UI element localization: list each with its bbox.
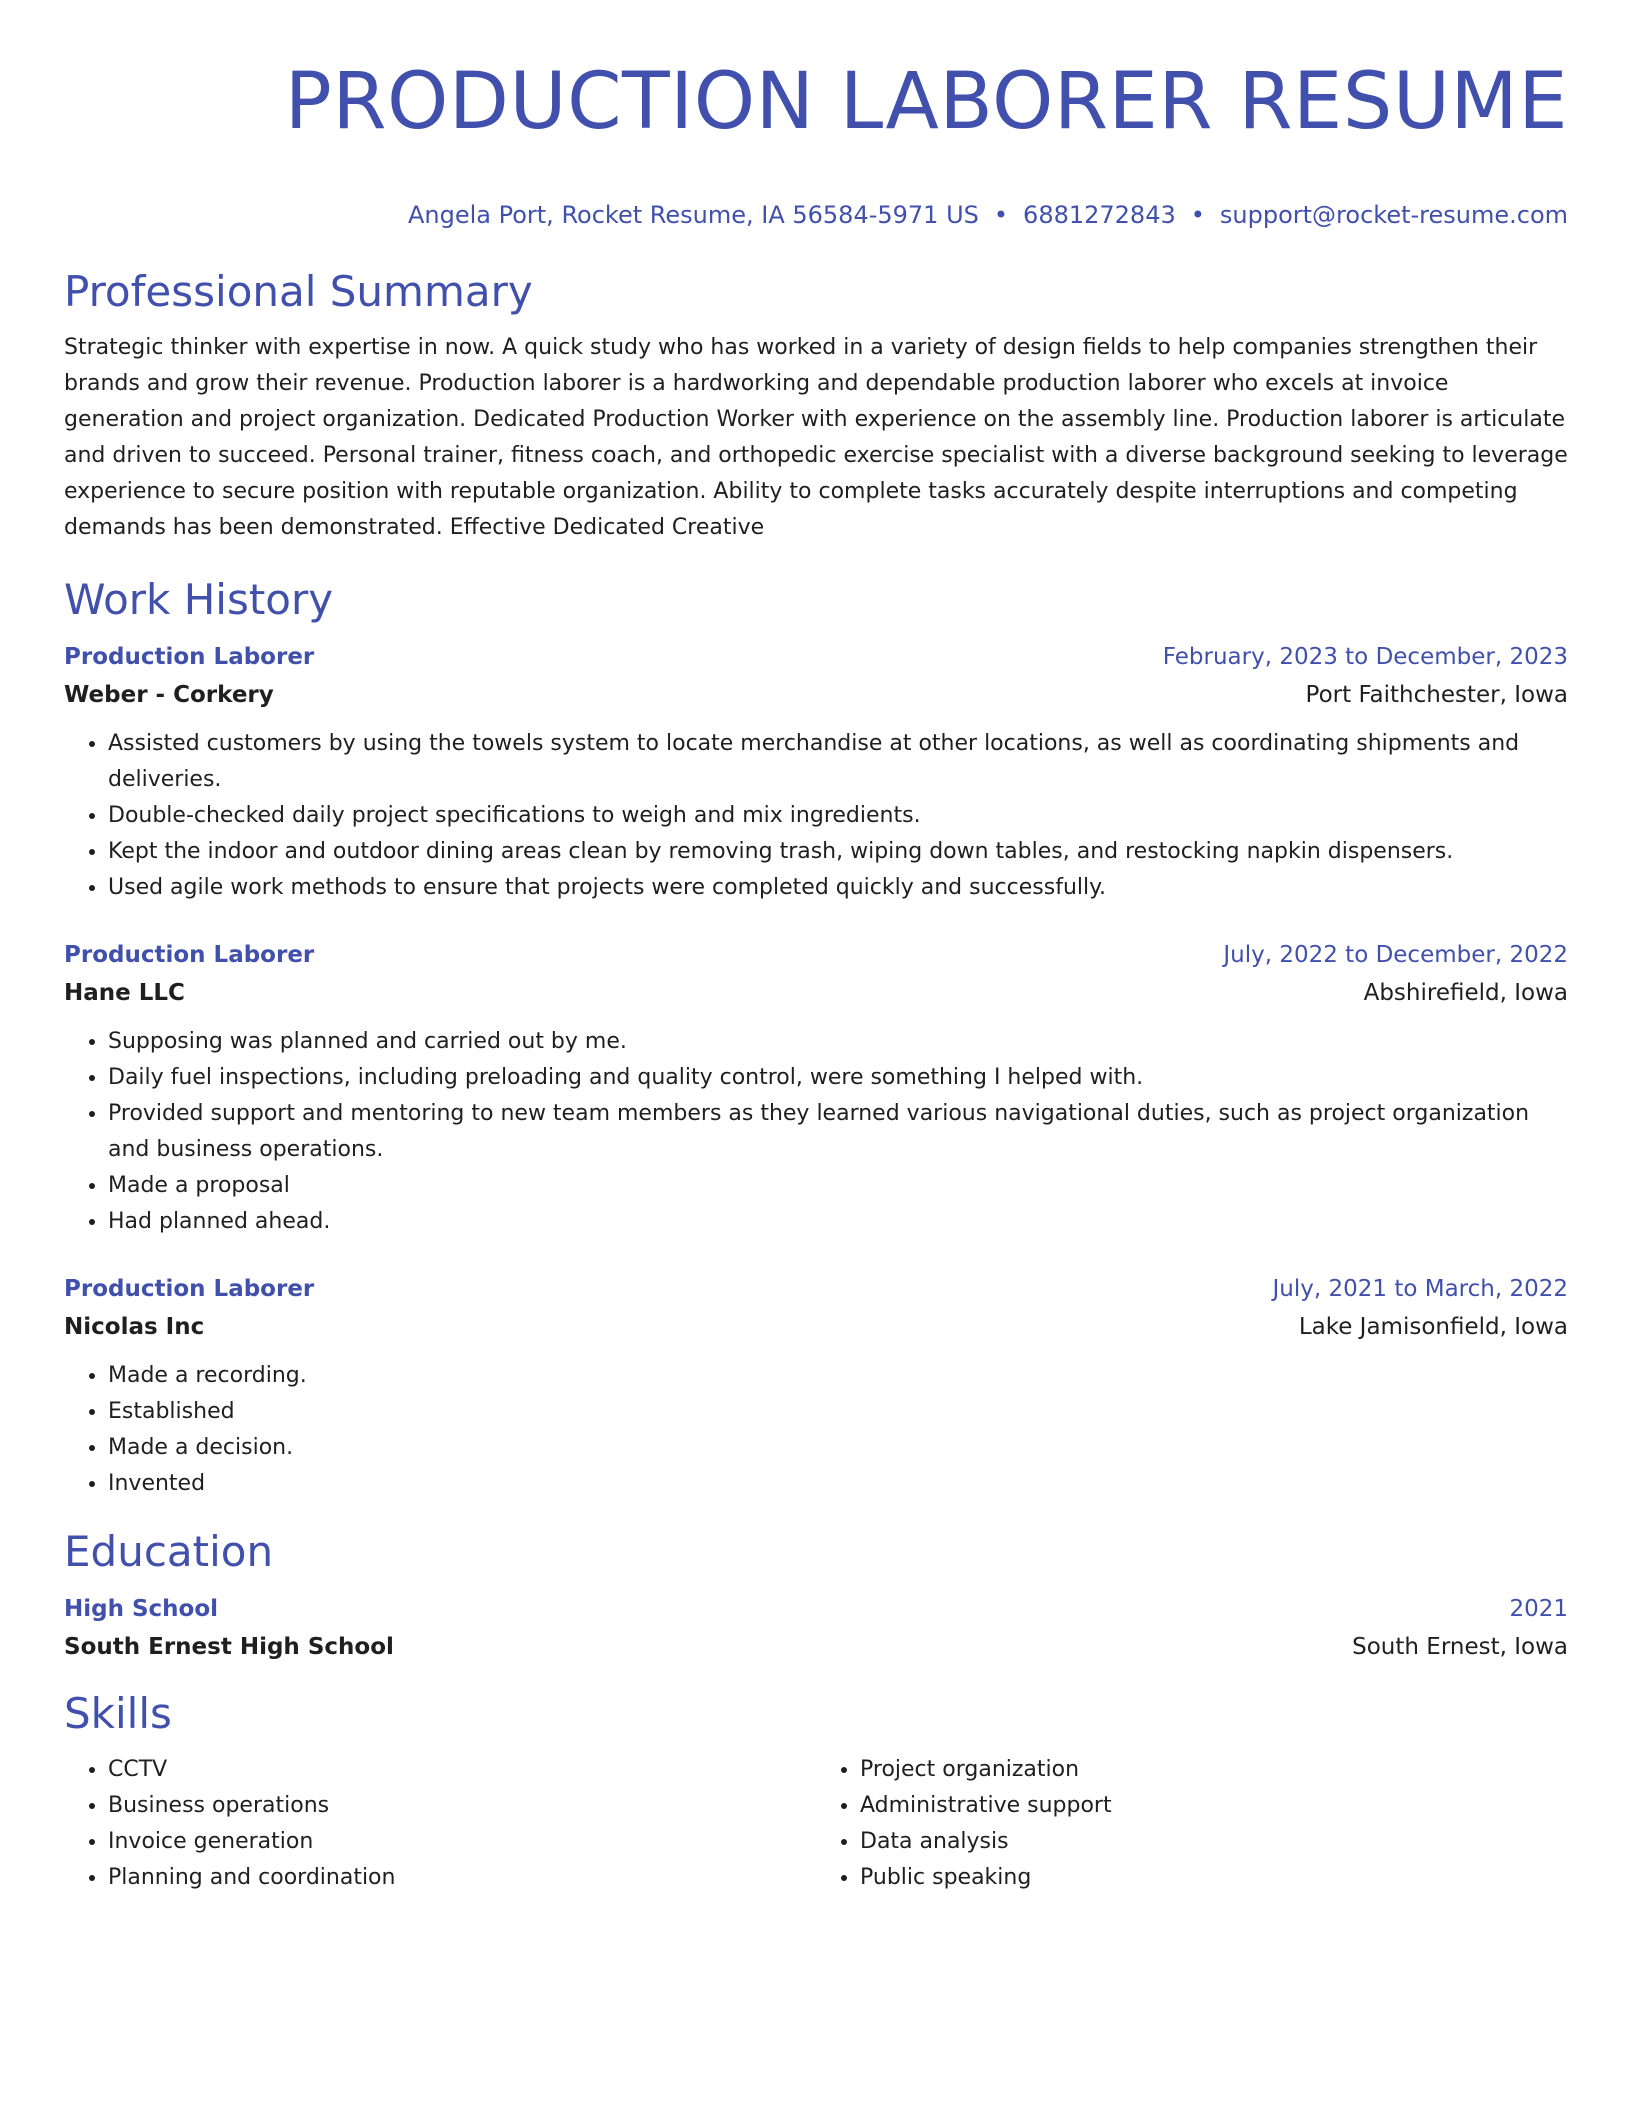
resume-title: PRODUCTION LABORER RESUME <box>284 57 1568 147</box>
job-dates: July, 2022 to December, 2022 <box>1223 942 1568 968</box>
education-location: South Ernest, Iowa <box>1352 1634 1568 1660</box>
job-title: Production Laborer <box>64 644 315 670</box>
job-bullet: • Used agile work methods to ensure that projects were completed quickly and successfully. <box>108 870 1568 906</box>
job-bullet: • Assisted customers by using the towels system to locate merchandise at other locations, as well as coordinating shipments and deliveries. <box>108 726 1568 798</box>
job-entry <box>64 638 1568 906</box>
skill-item: • Planning and coordination <box>108 1860 816 1896</box>
contact-line <box>64 200 1568 230</box>
education-entry <box>64 1590 1568 1666</box>
job-entry <box>64 1270 1568 1502</box>
job-company: Weber - Corkery <box>64 682 274 708</box>
job-bullets <box>64 1024 1568 1240</box>
job-company: Hane LLC <box>64 980 185 1006</box>
skills-column-right <box>816 1752 1568 1896</box>
skills-heading: Skills <box>64 1689 172 1738</box>
job-bullet: • Invented <box>108 1466 1568 1502</box>
skill-item: • Public speaking <box>860 1860 1568 1896</box>
education-school: South Ernest High School <box>64 1634 394 1660</box>
job-location: Port Faithchester, Iowa <box>1305 682 1568 708</box>
contact-email: support@rocket-resume.com <box>1219 201 1568 229</box>
job-bullet: • Had planned ahead. <box>108 1204 1568 1240</box>
job-bullet: • Made a recording. <box>108 1358 1568 1394</box>
summary-section <box>64 266 1568 546</box>
education-degree: High School <box>64 1596 219 1622</box>
skill-item: • Project organization <box>860 1752 1568 1788</box>
job-title: Production Laborer <box>64 1276 315 1302</box>
job-bullet: • Double-checked daily project specifications to weigh and mix ingredients. <box>108 798 1568 834</box>
summary-text: Strategic thinker with expertise in now. A quick study who has worked in a variety of design fields to help companies strengthen their brands and grow their revenue. Production laborer is a hardworking and dependable production laborer who excels at invoice generation and project organization. Dedicated Production Worker with experience on the assembly line. Production laborer is articulate and driven to succeed. Personal trainer, fitness coach, and orthopedic exercise specialist with a diverse background seeking to leverage experience to secure position with reputable organization. Ability to complete tasks accurately despite interruptions and competing demands has been demonstrated. Effective Dedicated Creative <box>64 335 1568 540</box>
job-bullets <box>64 1358 1568 1502</box>
skill-item: • Invoice generation <box>108 1824 816 1860</box>
job-bullet: • Supposing was planned and carried out by me. <box>108 1024 1568 1060</box>
job-bullet: • Established <box>108 1394 1568 1430</box>
skills-column-left <box>64 1752 816 1896</box>
job-dates: February, 2023 to December, 2023 <box>1162 644 1568 670</box>
education-year: 2021 <box>1509 1596 1568 1622</box>
skills-section <box>64 1688 1568 1896</box>
work-history-section <box>64 574 1568 1502</box>
job-bullet: • Daily fuel inspections, including preloading and quality control, were something I helped with. <box>108 1060 1568 1096</box>
skills-grid <box>64 1752 1568 1896</box>
job-company: Nicolas Inc <box>64 1314 205 1340</box>
job-location: Abshirefield, Iowa <box>1363 980 1568 1006</box>
job-bullet: • Made a decision. <box>108 1430 1568 1466</box>
skill-item: • Data analysis <box>860 1824 1568 1860</box>
education-heading: Education <box>64 1527 274 1576</box>
work-history-heading: Work History <box>64 575 334 624</box>
contact-address: Angela Port, Rocket Resume, IA 56584-5971 US <box>407 201 979 229</box>
job-entry <box>64 936 1568 1240</box>
contact-phone: 6881272843 <box>1023 201 1176 229</box>
job-bullet: • Made a proposal <box>108 1168 1568 1204</box>
education-section <box>64 1526 1568 1666</box>
job-title: Production Laborer <box>64 942 315 968</box>
job-dates: July, 2021 to March, 2022 <box>1272 1276 1568 1302</box>
skill-item: • Administrative support <box>860 1788 1568 1824</box>
summary-heading: Professional Summary <box>64 267 533 316</box>
contact-separator: • <box>993 201 1009 229</box>
job-bullets <box>64 726 1568 906</box>
skill-item: • CCTV <box>108 1752 816 1788</box>
job-location: Lake Jamisonfield, Iowa <box>1298 1314 1568 1340</box>
skill-item: • Business operations <box>108 1788 816 1824</box>
contact-separator: • <box>1190 201 1205 229</box>
job-bullet: • Provided support and mentoring to new team members as they learned various navigational duties, such as project organization and business operations. <box>108 1096 1568 1168</box>
job-bullet: • Kept the indoor and outdoor dining areas clean by removing trash, wiping down tables, and restocking napkin dispensers. <box>108 834 1568 870</box>
